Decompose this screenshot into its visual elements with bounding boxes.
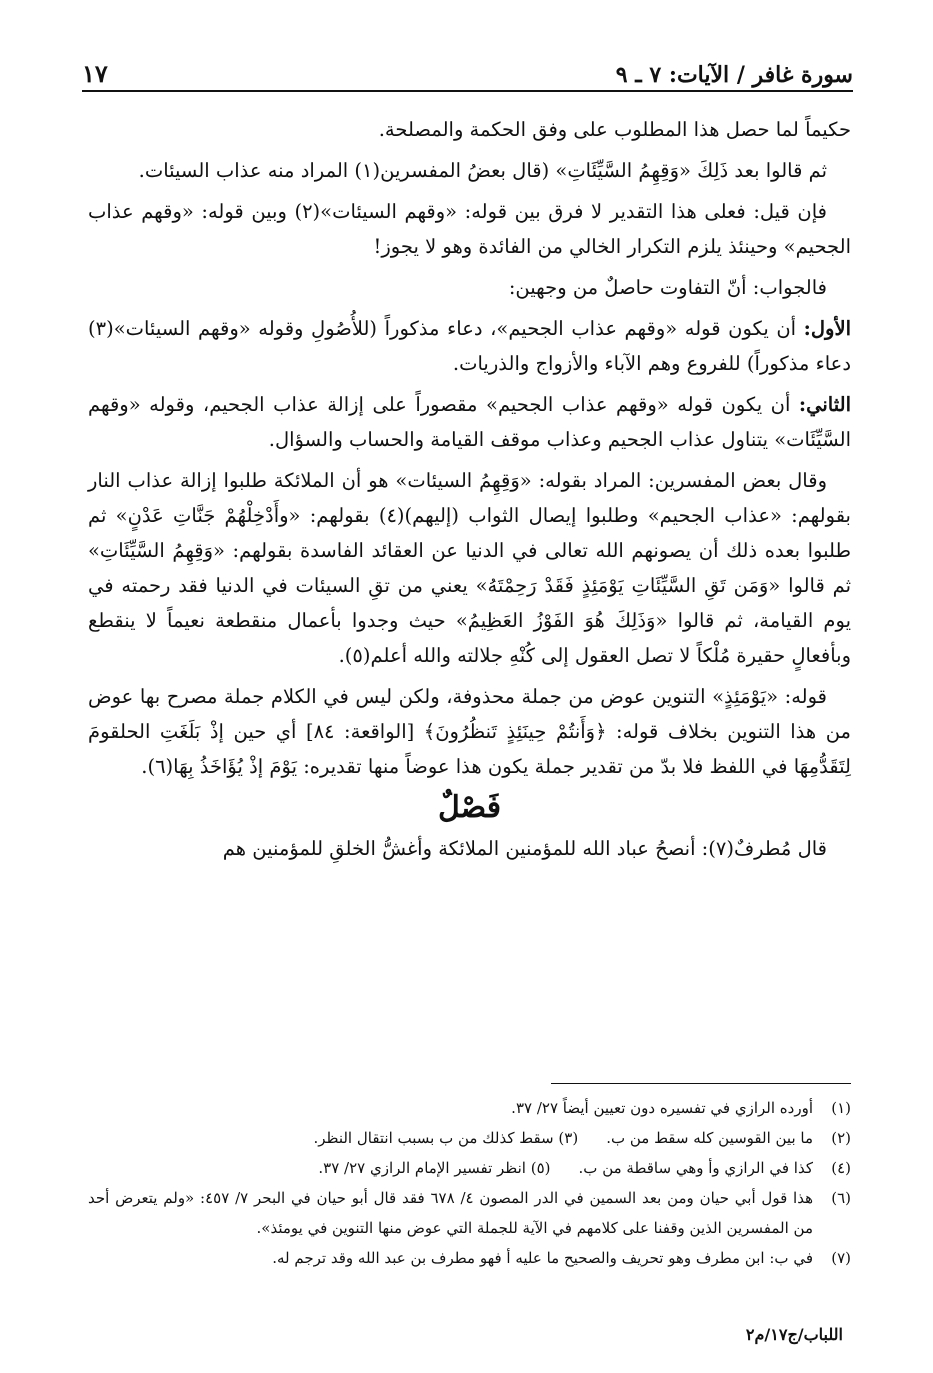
footnote-number: (٦) (831, 1189, 851, 1207)
signature-mark: اللباب/ج١٧/م٢ (745, 1325, 843, 1344)
footnote-separator (551, 1083, 851, 1084)
paragraph: فإن قيل: فعلى هذا التقدير لا فرق بين قوله: «وقهم السيئات»(٢) وبين قوله: «وقهم عذاب الجحيم» وحينئذ يلزم التكرار الخالي من الفائدة وهو لا يجوز! (88, 200, 851, 258)
footnote-number: (٥) (530, 1159, 551, 1177)
page-header (82, 52, 853, 88)
footnote (88, 1123, 851, 1153)
footnote-number: (٤) (831, 1159, 851, 1177)
paragraph: وقال بعض المفسرين: المراد بقوله: «وَقِهِمُ السيئات» هو أن الملائكة طلبوا إزالة عذاب النار بقولهم: «عذاب الجحيم» وطلبوا إيصال الثواب (إليهم)(٤) بقولهم: «وأَدْخِلْهُمْ جَنَّاتِ عَدْنٍ» ثم طلبوا بعده ذلك أن يصونهم الله تعالى في الدنيا عن العقائد الفاسدة بقولهم: «وَقِهِمُ السَّيِّئَاتِ» ثم قالوا «وَمَن تَقِ السَّيِّئَاتِ يَوْمَئِذٍ فَقَدْ رَحِمْتَهُ» يعني من تقِ السيئات في الدنيا فقد رحمته في يوم القيامة، ثم قالوا «وَذَلِكَ هُوَ الفَوْزُ العَظِيمُ» حيث وجدوا بأعمال منقطعة نعيماً لا ينقطع وبأفعالٍ حقيرة مُلْكاً لا تصل العقول إلى كُنْهِ جلالته والله أعلم(٥). (88, 469, 851, 667)
footnote (88, 1153, 851, 1183)
header-rule (82, 90, 853, 92)
footnotes (88, 1093, 851, 1273)
second-aspect-label: الثاني: (798, 393, 851, 416)
first-aspect-text: أن يكون قوله «وقهم عذاب الجحيم»، دعاء مذكوراً (للأُصُولِ وقوله «وقهم السيئات»(٣) دعاء مذكوراً) للفروع وهم الآباء والأزواج والذريات. (88, 317, 851, 375)
paragraph: قوله: «يَوْمَئِذٍ» التنوين عوض من جملة محذوفة، ولكن ليس في الكلام جملة مصرح بها عوض من هذا التنوين بخلاف قوله: ﴿وَأَنتُمْ حِينَئِذٍ تَنظُرُونَ﴾ [الواقعة: ٨٤] أي حين إذْ بَلَغَتِ الحلقومَ لِتَقَدُّمِهَا في اللفظ فلا بدّ من تقدير جملة يكون هذا عوضاً منها تقديره: يَوْمَ إذْ يُؤَاخَذُ بِهَا(٦). (88, 685, 851, 778)
paragraph: قال مُطرفٌ(٧): أنصحُ عباد الله للمؤمنين الملائكة وأغشُّ الخلقِ للمؤمنين هم (222, 837, 827, 860)
footnote-number: (٣) (558, 1129, 579, 1147)
footnote (88, 1093, 851, 1123)
section-heading: فَصْلٌ (437, 790, 502, 825)
footnote-text: أورده الرازي في تفسيره دون تعيين أيضاً ٢٧/ ٣٧. (511, 1099, 813, 1117)
footnote-text: في ب: ابن مطرف وهو تحريف والصحيح ما عليه أ فهو مطرف بن عبد الله وقد ترجم له. (272, 1249, 813, 1267)
footnote-number: (٧) (831, 1249, 851, 1267)
paragraph-first-aspect (88, 311, 851, 381)
page-number: ١٧ (82, 59, 108, 88)
footnote-number: (٢) (831, 1129, 851, 1147)
footnote-text: كذا في الرازي وأ وهي ساقطة من ب. (578, 1159, 813, 1177)
paragraph: فالجواب: أنّ التفاوت حاصلٌ من وجهين: (508, 276, 827, 299)
main-text (88, 112, 851, 872)
footnote-text: ما بين القوسين كله سقط من ب. (606, 1129, 813, 1147)
footnote-number: (١) (831, 1099, 851, 1117)
running-title: سورة غافر / الآيات: ٧ ـ ٩ (615, 62, 853, 88)
paragraph-second-aspect (88, 387, 851, 457)
footnote (88, 1243, 851, 1273)
footnote-text: هذا قول أبي حيان ومن بعد السمين في الدر المصون ٤/ ٦٧٨ فقد قال أبو حيان في البحر ٧/ ٤٥٧: «ولم يتعرض أحد من المفسرين الذين وقفنا على كلامهم في الآية للجملة التي عوض منها التنوين في يومئذ». (88, 1189, 814, 1237)
footnote-text: سقط كذلك من ب بسبب انتقال النظر. (313, 1129, 554, 1147)
footnote (88, 1183, 851, 1243)
footnote-text: انظر تفسير الإمام الرازي ٢٧/ ٣٧. (318, 1159, 526, 1177)
paragraph: حكيماً لما حصل هذا المطلوب على وفق الحكمة والمصلحة. (378, 118, 851, 141)
first-aspect-label: الأول: (803, 317, 851, 340)
second-aspect-text: أن يكون قوله «وقهم عذاب الجحيم» مقصوراً على إزالة عذاب الجحيم، وقوله «وقهم السَّيِّئَات» يتناول عذاب الجحيم وعذاب موقف القيامة والحساب والسؤال. (88, 393, 851, 451)
paragraph: ثم قالوا بعد ذَلِكَ «وَقِهِمُ السَّيِّئَاتِ» (قال بعضُ المفسرين(١) المراد منه عذاب السيئات. (138, 159, 827, 182)
